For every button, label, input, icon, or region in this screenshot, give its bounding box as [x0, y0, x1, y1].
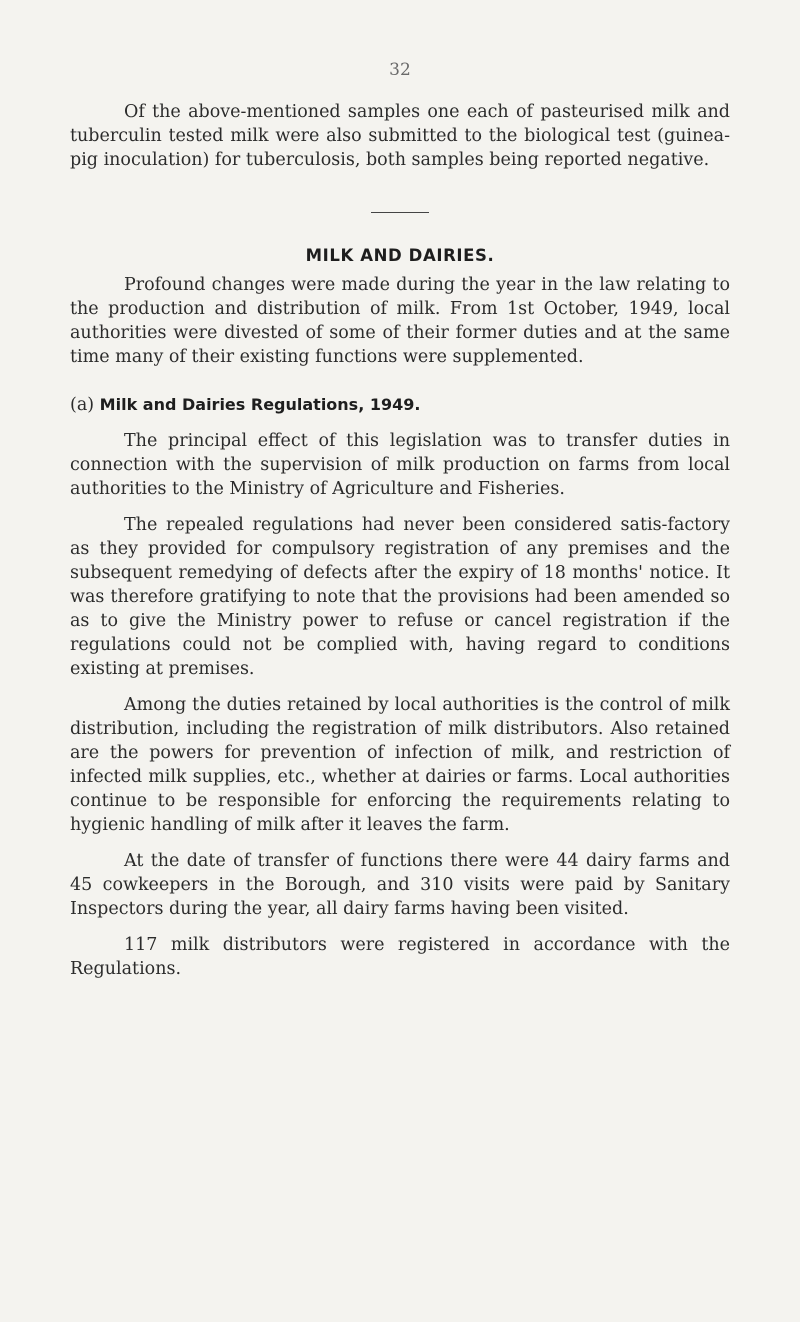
subsection-title: Milk and Dairies Regulations, 1949.: [99, 395, 421, 414]
document-page: [70, 60, 730, 993]
subsection-marker: (a): [70, 395, 95, 415]
body-paragraph: The principal effect of this legislation was to transfer duties in connection with the supervision of milk production on farms from local authorities to the Ministry of Agriculture and Fisheries.: [70, 431, 730, 499]
body-paragraph: At the date of transfer of functions there were 44 dairy farms and 45 cowkeepers in the Borough, and 310 visits were paid by Sanitary Inspectors during the year, all dairy farms having been visited.: [70, 851, 730, 919]
body-paragraph: The repealed regulations had never been considered satis-factory as they provided for compulsory registration of any premises and the subsequent remedying of defects after the expiry of 18 months' notice. It was therefore gratifying to note that the provisions had been amended so as to give the Ministry power to refuse or cancel registration if the regulations could not be complied with, having regard to conditions existing at premises.: [70, 515, 730, 679]
body-paragraph: Among the duties retained by local authorities is the control of milk distribution, including the registration of milk distributors. Also retained are the powers for prevention of infection of milk, and restriction of infected milk supplies, etc., whether at dairies or farms. Local authorities continue to be responsible for enforcing the requirements relating to hygienic handling of milk after it leaves the farm.: [70, 695, 730, 835]
section-divider: [371, 212, 429, 213]
section-heading: MILK AND DAIRIES.: [305, 246, 495, 265]
intro-paragraph: Of the above-mentioned samples one each of pasteurised milk and tuberculin tested milk were also submitted to the biological test (guinea-pig inoculation) for tuberculosis, both samples being reported negative.: [70, 102, 730, 170]
body-paragraph: 117 milk distributors were registered in accordance with the Regulations.: [70, 935, 730, 979]
page-number: 32: [389, 60, 411, 80]
section-intro-paragraph: Profound changes were made during the year in the law relating to the production and distribution of milk. From 1st October, 1949, local authorities were divested of some of their former duties and at the same time many of their existing functions were supplemented.: [70, 275, 730, 367]
subsection-heading: [70, 393, 730, 417]
